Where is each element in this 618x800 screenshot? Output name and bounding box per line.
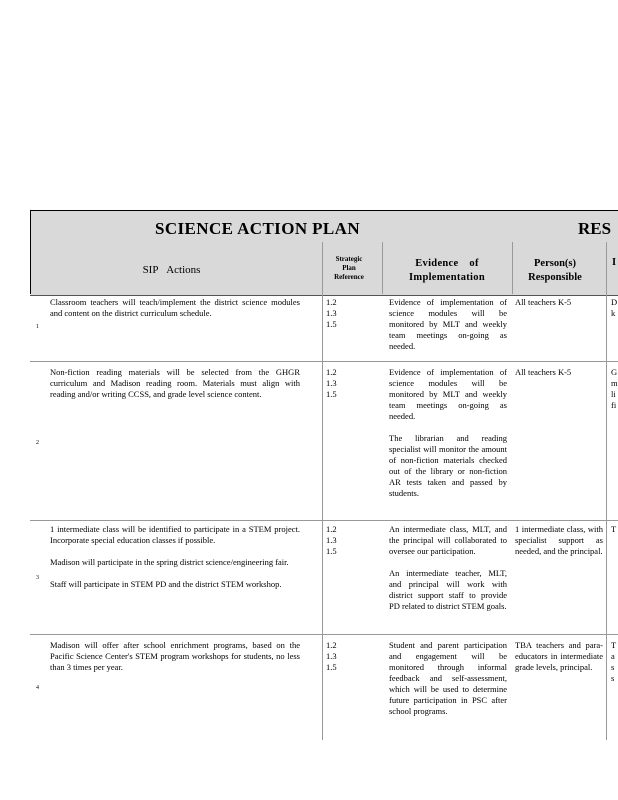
col-header-strategic-plan: Strategic Plan Reference — [334, 255, 364, 281]
row-refs: 1.2 1.3 1.5 — [326, 524, 337, 556]
row-action: 1 intermediate class will be identified to participate in a STEM project. Incorporate special education classes if possible. Madison will participate in the spring district science/engineering fair. Staff will participate in STEM PD and the district STEM workshop. — [50, 524, 300, 589]
col-header-last: I — [612, 257, 617, 268]
page-title-right: RES — [578, 219, 612, 238]
row-number: 4 — [36, 685, 39, 691]
row-lead: T a s s — [611, 640, 617, 683]
row-refs: 1.2 1.3 1.5 — [326, 640, 337, 672]
row-lead: T — [611, 524, 617, 534]
col-header-sip-actions: SIP Actions — [142, 264, 201, 276]
row-person: 1 intermediate class, with specialist support as needed, and the principal. — [515, 524, 603, 556]
row-person: All teachers K-5 — [515, 367, 572, 377]
row-number: 1 — [36, 324, 39, 330]
row-action: Madison will offer after school enrichment programs, based on the Pacific Science Center's STEM program workshops for students, no less than 3 times per year. — [50, 640, 300, 672]
row-person: All teachers K-5 — [515, 297, 572, 307]
row-number: 3 — [36, 575, 39, 581]
row-person: TBA teachers and para-educators in intermediate grade levels, principal. — [515, 640, 603, 672]
row-separator — [30, 520, 618, 521]
page-title: SCIENCE ACTION PLAN — [155, 219, 361, 238]
header-divider — [606, 242, 607, 294]
row-separator — [30, 634, 618, 635]
row-action: Classroom teachers will teach/implement the district science modules and content on the district curriculum schedule. — [50, 297, 300, 318]
row-evidence: Evidence of implementation of science modules will be monitored by MLT and weekly team meetings on-going as needed. — [389, 297, 507, 351]
table-left-border — [30, 210, 31, 294]
row-number: 2 — [36, 440, 39, 446]
row-refs: 1.2 1.3 1.5 — [326, 297, 337, 329]
row-refs: 1.2 1.3 1.5 — [326, 367, 337, 399]
col-header-evidence: Evidence of Implementation — [409, 258, 485, 283]
row-lead: G m li fi — [611, 367, 618, 410]
row-evidence: Student and parent participation and engagement will be monitored through informal feedback and self-assessment, which will be used to determine future participation in PSC after school programs. — [389, 640, 507, 716]
row-evidence: An intermediate class, MLT, and the principal will collaborated to oversee our participation. An intermediate teacher, MLT, and principal will work with district support staff to provide PD related to district STEM goals. — [389, 524, 507, 611]
col-header-persons: Person(s) Responsible — [528, 258, 582, 283]
row-lead: D k — [611, 297, 618, 318]
row-evidence: Evidence of implementation of science modules will be monitored by MLT and weekly team meetings on-going as needed. The librarian and reading specialist will monitor the amount of non-fiction materials checked out of the library or non-fiction AR tests taken and passed by students. — [389, 367, 507, 498]
row-separator — [30, 361, 618, 362]
row-action: Non-fiction reading materials will be selected from the GHGR curriculum and Madison reading room. Materials must align with reading and/or writing CCSS, and grade level science content. — [50, 367, 300, 399]
